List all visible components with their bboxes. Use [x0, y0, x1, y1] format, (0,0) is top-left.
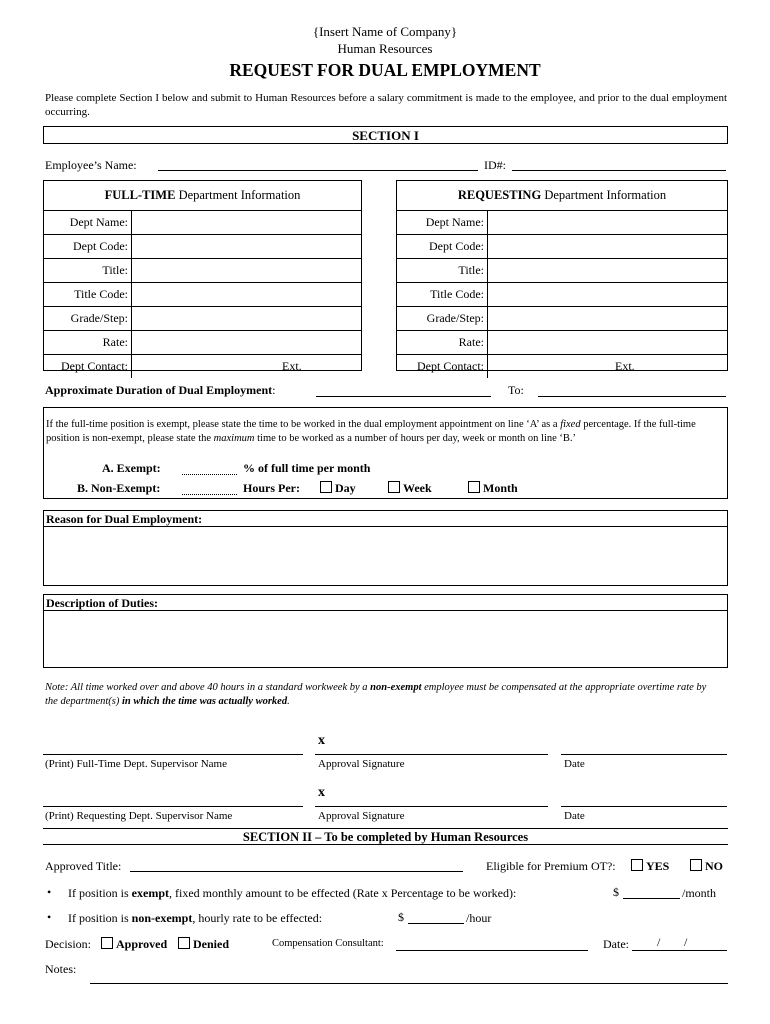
requesting-supervisor-name-field[interactable] [43, 806, 303, 807]
department-name: Human Resources [337, 41, 433, 56]
bullet-2-dot: • [47, 910, 52, 924]
requesting-date-label: Date [564, 810, 585, 822]
id-field[interactable] [512, 170, 726, 171]
hourly-dollar-sign: $ [398, 910, 404, 924]
nonexempt-hours-field[interactable] [182, 494, 237, 495]
per-month-label: /month [682, 886, 717, 900]
requesting-ext-label: Ext. [615, 359, 635, 373]
exempt-suffix: % of full time per month [243, 461, 371, 475]
employee-name-label: Employee’s Name: [45, 158, 137, 172]
fulltime-grade-step-label: Grade/Step: [44, 307, 132, 330]
nonexempt-label: B. Non-Exempt: [77, 481, 161, 495]
requesting-title-label: Title: [397, 259, 488, 282]
notes-label: Notes: [45, 962, 77, 976]
fulltime-title-code-field[interactable] [132, 283, 361, 306]
day-checkbox[interactable] [320, 481, 332, 493]
fulltime-dept-name-field[interactable] [132, 211, 361, 234]
fulltime-approval-signature-field[interactable] [315, 754, 548, 755]
time-instructions-box [43, 407, 728, 499]
fulltime-dept-heading: FULL-TIME Department Information [44, 181, 361, 211]
duties-box[interactable] [43, 594, 728, 668]
requesting-dept-contact-label: Dept Contact: [397, 355, 488, 378]
requesting-rate-field[interactable] [488, 331, 727, 354]
signature-1-x: x [318, 733, 325, 748]
denied-option[interactable]: Denied [178, 937, 229, 952]
fulltime-title-code-label: Title Code: [44, 283, 132, 306]
denied-checkbox[interactable] [178, 937, 190, 949]
requesting-dept-contact-field[interactable] [488, 355, 727, 378]
signature-2-x: x [318, 785, 325, 800]
reason-label: Reason for Dual Employment: [46, 512, 203, 526]
section-1-title: SECTION I [352, 128, 419, 143]
fulltime-title-label: Title: [44, 259, 132, 282]
reason-box[interactable] [43, 510, 728, 586]
day-option[interactable]: Day [320, 481, 356, 496]
duration-from-field[interactable] [316, 396, 491, 397]
hourly-rate-field[interactable] [408, 923, 464, 924]
requesting-title-field[interactable] [488, 259, 727, 282]
requesting-dept-table [396, 180, 728, 371]
fulltime-rate-field[interactable] [132, 331, 361, 354]
employee-name-field[interactable] [158, 170, 478, 171]
approved-title-field[interactable] [130, 871, 463, 872]
fulltime-supervisor-label: (Print) Full-Time Dept. Supervisor Name [45, 758, 227, 770]
date-separator-1: / [657, 935, 661, 949]
bullet-2-text: If position is non-exempt, hourly rate to be effected: [68, 911, 323, 925]
fulltime-ext-label: Ext. [282, 359, 302, 373]
bullet-1-text: If position is exempt, fixed monthly amount to be effected (Rate x Percentage to be worked): [68, 886, 517, 900]
consultant-field[interactable] [396, 950, 588, 951]
fulltime-dept-table [43, 180, 362, 371]
duties-divider [44, 610, 727, 611]
reason-divider [44, 526, 727, 527]
requesting-approval-signature-field[interactable] [315, 806, 548, 807]
fulltime-date-field[interactable] [561, 754, 727, 755]
notes-field[interactable] [90, 983, 728, 984]
approved-checkbox[interactable] [101, 937, 113, 949]
duration-label: Approximate Duration of Dual Employment: [45, 383, 276, 397]
section-2-header [43, 828, 728, 845]
ot-yes-checkbox[interactable] [631, 859, 643, 871]
approved-option[interactable]: Approved [101, 937, 167, 952]
id-label: ID#: [484, 158, 506, 172]
month-checkbox[interactable] [468, 481, 480, 493]
ot-yes-option[interactable]: YES [631, 859, 669, 874]
month-option[interactable]: Month [468, 481, 518, 496]
requesting-approval-label: Approval Signature [318, 810, 405, 822]
to-label: To: [508, 383, 524, 397]
fulltime-rate-label: Rate: [44, 331, 132, 354]
fulltime-approval-label: Approval Signature [318, 758, 405, 770]
fulltime-grade-step-field[interactable] [132, 307, 361, 330]
fulltime-dept-name-label: Dept Name: [44, 211, 132, 234]
exempt-percent-field[interactable] [182, 474, 237, 475]
exempt-label: A. Exempt: [102, 461, 161, 475]
week-checkbox[interactable] [388, 481, 400, 493]
bullet-1-dot: • [47, 885, 52, 899]
time-instructions: If the full-time position is exempt, please state the time to be worked in the dual employment appointment on line ‘A’ as a fixed percentage. If the full-time position is non-exempt, please state the maximum time to be worked as a number of hours per day, week or month on line ‘B.’ [46, 419, 696, 444]
duties-label: Description of Duties: [46, 596, 158, 610]
decision-label: Decision: [45, 937, 91, 951]
ot-no-checkbox[interactable] [690, 859, 702, 871]
section-2-title: SECTION II – To be completed by Human Resources [242, 830, 529, 844]
date-separator-2: / [684, 935, 688, 949]
company-name: {Insert Name of Company} [312, 24, 458, 39]
fulltime-date-label: Date [564, 758, 585, 770]
monthly-amount-field[interactable] [623, 898, 680, 899]
section-1-header [43, 126, 728, 144]
requesting-supervisor-label: (Print) Requesting Dept. Supervisor Name [45, 810, 233, 822]
duration-to-field[interactable] [538, 396, 726, 397]
requesting-dept-heading: REQUESTING Department Information [397, 181, 727, 211]
requesting-rate-label: Rate: [397, 331, 488, 354]
requesting-date-field[interactable] [561, 806, 727, 807]
requesting-grade-step-label: Grade/Step: [397, 307, 488, 330]
requesting-grade-step-field[interactable] [488, 307, 727, 330]
fulltime-dept-contact-label: Dept Contact: [44, 355, 132, 378]
fulltime-dept-code-field[interactable] [132, 235, 361, 258]
requesting-dept-name-field[interactable] [488, 211, 727, 234]
page-title: REQUEST FOR DUAL EMPLOYMENT [229, 60, 541, 80]
monthly-dollar-sign: $ [613, 885, 619, 899]
hours-per-label: Hours Per: [243, 481, 300, 495]
requesting-dept-name-label: Dept Name: [397, 211, 488, 234]
ot-no-option[interactable]: NO [690, 859, 723, 874]
requesting-dept-code-label: Dept Code: [397, 235, 488, 258]
consultant-label: Compensation Consultant: [272, 938, 384, 949]
approved-title-label: Approved Title: [45, 859, 122, 873]
requesting-dept-code-field[interactable] [488, 235, 727, 258]
fulltime-supervisor-name-field[interactable] [43, 754, 303, 755]
fulltime-title-field[interactable] [132, 259, 361, 282]
requesting-title-code-label: Title Code: [397, 283, 488, 306]
intro-text: Please complete Section I below and submit to Human Resources before a salary commitment is made to the employee, and prior to the dual employment occurring. [45, 92, 727, 118]
hr-date-label: Date: [603, 937, 629, 951]
requesting-title-code-field[interactable] [488, 283, 727, 306]
per-hour-label: /hour [466, 911, 492, 925]
week-option[interactable]: Week [388, 481, 432, 496]
overtime-note: Note: All time worked over and above 40 hours in a standard workweek by a non-exempt employee must be compensated at the appropriate overtime rate by the department(s) in which the time was actually worked. [45, 682, 707, 707]
eligible-ot-label: Eligible for Premium OT?: [486, 859, 616, 873]
fulltime-dept-contact-field[interactable] [132, 355, 361, 378]
hr-date-field[interactable] [632, 950, 727, 951]
fulltime-dept-code-label: Dept Code: [44, 235, 132, 258]
